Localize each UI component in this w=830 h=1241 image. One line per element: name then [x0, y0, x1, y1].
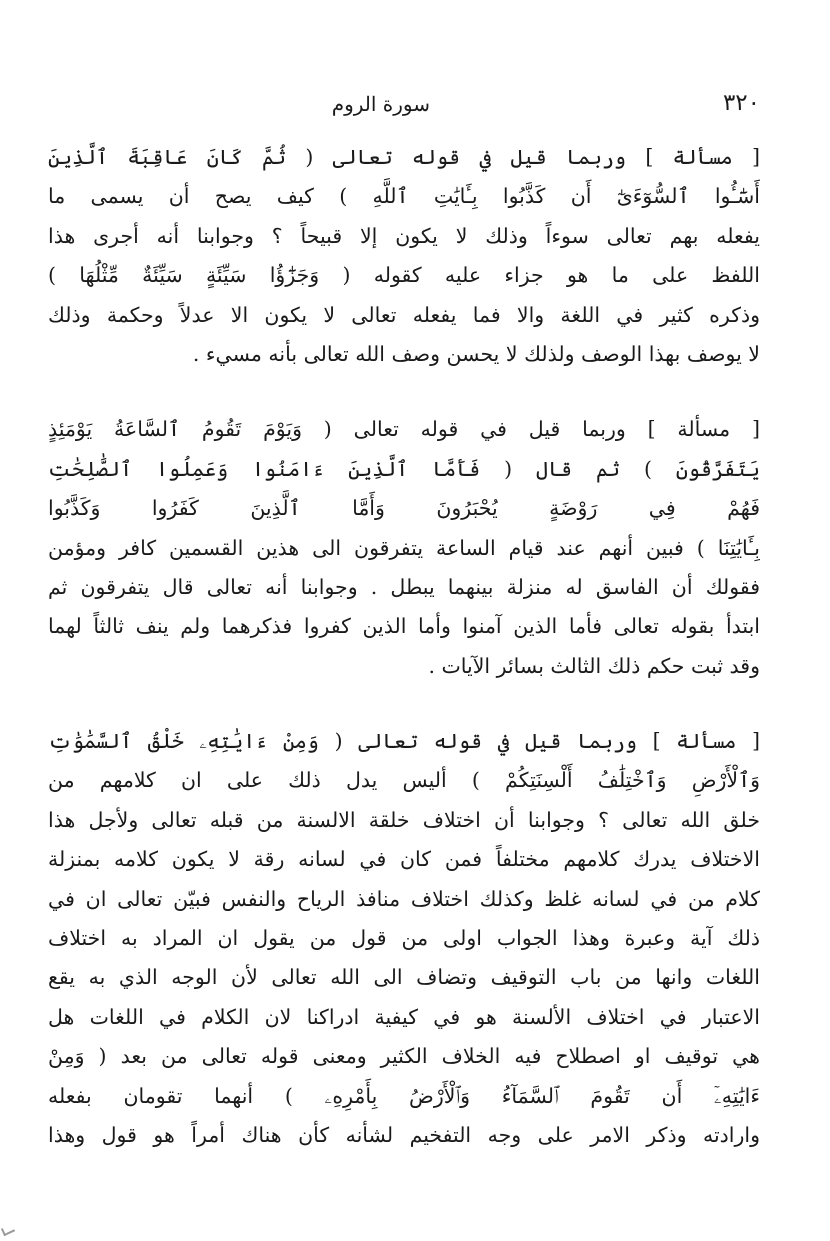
text-line: [ مسألة ] وربما قيل في قوله تعالى ( ثُمَّ كَانَ عَاقِبَةَ ٱلَّذِينَ [48, 145, 760, 169]
text-line: بِـَٔايَٰتِنَا ) فبين أنهم عند قيام الساعة يتفرقون الى هذين القسمين كافر ومؤمن [48, 535, 760, 560]
text-line: يَتَفَرَّقُونَ ) ثم قال ( فَأَمَّا ٱلَّذِينَ ءَامَنُوا وَعَمِلُوا ٱلصَّٰلِحَٰتِ [48, 456, 760, 481]
text-line: الاعتبار في اختلاف الألسنة هو في كيفية ادراكنا لان الكلام في اللغات هل [48, 1004, 760, 1029]
text-line: ءَايَٰتِهِۦٓ أَن تَقُومَ ٱلسَّمَآءُ وَٱلْأَرْضُ بِأَمْرِهِۦ ) أنهما تقومان بفعله [48, 1083, 760, 1108]
text-line: اللغات وانها من باب التوقيف وتضاف الى الله تعالى لأن الوجه الذي به يقع [48, 965, 760, 990]
page-header [48, 88, 760, 120]
text-line: أَسَٰٓـُٔوا ٱلسُّوٓءَىٰٓ أَن كَذَّبُوا بِـَٔايَٰتِ ٱللَّهِ ) كيف يصح أن يسمى ما [48, 184, 760, 209]
text-line: وذكره كثير في اللغة والا فما يفعله تعالى لا يكون الا عدلاً وحكمة وذلك [48, 302, 760, 327]
text-line: هي توقيف او اصطلاح فيه الخلاف الكثير ومعنى قوله تعالى من بعد ( وَمِنْ [48, 1044, 760, 1069]
scan-corner-mark [1, 1224, 15, 1236]
paragraph-3 [48, 722, 760, 1155]
text-line: فقولك أن الفاسق له منزلة بينهما يبطل . وجوابنا أنه تعالى قال يتفرقون ثم [48, 574, 760, 599]
text-line: [ مسألة ] وربما قيل في قوله تعالى ( وَمِنْ ءَايَٰتِهِۦ خَلْقُ ٱلسَّمَٰوَٰتِ [48, 729, 760, 754]
text-line: لا يوصف بهذا الوصف ولذلك لا يحسن وصف الله تعالى بأنه مسيء . [192, 341, 760, 366]
text-line: فَهُمْ فِي رَوْضَةٍ يُحْبَرُونَ وَأَمَّا ٱلَّذِينَ كَفَرُوا وَكَذَّبُوا [48, 496, 760, 521]
text-line: يفعله بهم تعالى سوءاً وذلك لا يكون إلا قبيحاً ؟ وجوابنا أنه أجرى هذا [48, 223, 760, 248]
body-text [48, 138, 760, 1191]
text-line: خلق الله تعالى ؟ وجوابنا أن اختلاف خلقة الالسنة من قبله تعالى ولأجل هذا [48, 807, 760, 832]
text-line: وارادته وذكر الامر على وجه التفخيم لشأنه كأن هناك أمراً هو قول وهذا [48, 1122, 760, 1147]
text-line: وقد ثبت حكم ذلك الثالث بسائر الآيات . [428, 653, 760, 678]
text-line: وَٱلْأَرْضِ وَٱخْتِلَٰفُ أَلْسِنَتِكُمْ ) أليس يدل ذلك على ان كلامهم من [48, 768, 760, 793]
paragraph-2 [48, 410, 760, 686]
text-line: ابتدأ بقوله تعالى فأما الذين آمنوا وأما الذين كفروا فذكرهما ولم ينف ثالثاً لهما [48, 614, 760, 639]
text-line: [ مسألة ] وربما قيل في قوله تعالى ( وَيَوْمَ تَقُومُ ٱلسَّاعَةُ يَوْمَئِذٍ [48, 417, 760, 442]
text-line: الاختلاف يدرك كلامهم مختلفاً فمن كان في لسانه رقة لا يكون كلامه بمنزلة [48, 847, 760, 872]
text-line: اللفظ على ما هو جزاء عليه كقوله ( وَجَزَٰٓؤُا سَيِّئَةٍ سَيِّئَةٌ مِّثْلُهَا ) [48, 263, 760, 288]
text-line: ذلك آية وعبرة وهذا الجواب اولى من قول من يقول ان المراد به اختلاف [48, 926, 760, 951]
running-title: سورة الروم [331, 92, 430, 116]
text-line: كلام من في لسانه غلظ وكذلك اختلاف منافذ الرياح والنفس فبيّن تعالى ان في [48, 886, 760, 911]
page-number: ٣٢٠ [722, 90, 760, 116]
paragraph-1 [48, 138, 760, 374]
